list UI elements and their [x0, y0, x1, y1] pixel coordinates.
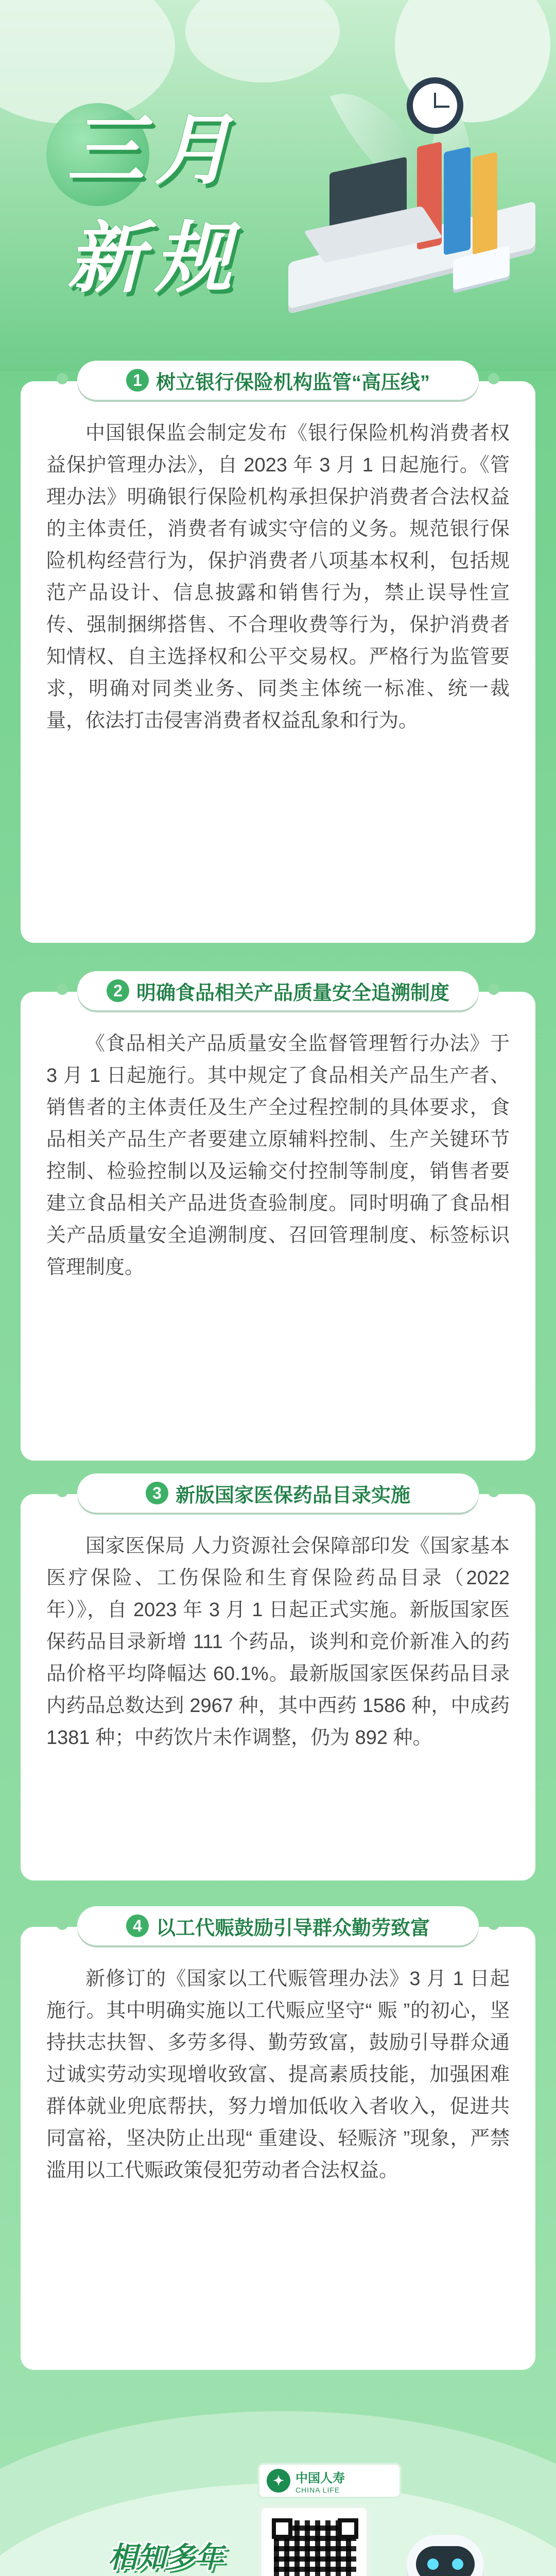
china-life-logo-icon: ✦ [267, 2469, 290, 2493]
logo-name-cn: 中国人寿 [296, 2471, 345, 2485]
slogan-line-1: 相知多年 [108, 2541, 223, 2573]
section-1 [21, 361, 535, 943]
footer-scene [0, 2349, 556, 2576]
section-header [77, 361, 479, 400]
section-title: 新版国家医保药品目录实施 [175, 1484, 410, 1506]
qr-code[interactable] [257, 2504, 371, 2576]
title-line-2: 新规 [67, 215, 242, 301]
china-life-logo [257, 2463, 402, 2499]
qr-finder [338, 2518, 358, 2539]
section-body: 国家医保局 人力资源社会保障部印发《国家基本医疗保险、工伤保险和生育保险药品目录（2022 年）》，自 2023 年 3 月 1 日起正式实施。新版国家医保药品目录新增 111 个药品，谈判和竞价新准入的药品价格平均降幅达 60.1%。最新版国家医保药品目录内药品总数达到 2967 种，其中西药 1586 种，中成药 1381 种；中药饮片未作调整，仍为 892 种。 [46, 1535, 510, 1749]
book-icon [444, 146, 471, 255]
section-card [21, 1494, 535, 1880]
section-body: 新修订的《国家以工代赈管理办法》3 月 1 日起施行。其中明确实施以工代赈应坚守“ 赈 ”的初心，坚持扶志扶智、多劳多得、勤劳致富，鼓励引导群众通过诚实劳动实现增收致富、提高素质技能，加强困难群体就业兜底帮扶，努力增加低收入者收入，促进共同富裕，坚决防止出现“ 重建设、轻赈济 ”现象，严禁滥用以工代赈政策侵犯劳动者合法权益。 [46, 1968, 510, 2181]
section-number: 3 [146, 1482, 168, 1504]
section-title: 以工代赈鼓励引导群众勤劳致富 [155, 1917, 430, 1939]
section-header [77, 971, 479, 1010]
section-number: 2 [107, 979, 129, 1002]
section-4 [21, 1906, 535, 2370]
header-banner [0, 0, 556, 371]
title-line-1: 三月 [67, 107, 242, 193]
logo-name-en: CHINA LIFE [296, 2485, 340, 2494]
section-card [21, 1927, 535, 2370]
section-number: 1 [126, 369, 149, 392]
section-header [77, 1906, 479, 1945]
office-illustration [278, 46, 546, 314]
section-body: 《食品相关产品质量安全监督管理暂行办法》于 3 月 1 日起施行。其中规定了食品相关产品生产者、销售者的主体责任及生产全过程控制的具体要求，食品相关产品生产者要建立原辅料控制、生产关键环节控制、检验控制以及运输交付控制等制度，销售者要建立食品相关产品进货查验制度。同时明确了食品相关产品质量安全追溯制度、召回管理制度、标签标识管理制度。 [46, 1033, 510, 1278]
section-header [77, 1473, 479, 1513]
clock-icon [407, 77, 463, 134]
section-title: 树立银行保险机构监管“高压线” [155, 371, 430, 394]
section-body: 中国银保监会制定发布《银行保险机构消费者权益保护管理办法》，自 2023 年 3 月 1 日起施行。《管理办法》明确银行保险机构承担保护消费者合法权益的主体责任，消费者有诚实守信的义务。规范银行保险机构经营行为，保护消费者八项基本权利，包括规范产品设计、信息披露和销售行为，禁止误导性宣传、强制捆绑搭售、不合理收费等行为，保护消费者知情权、自主选择权和公平交易权。严格行为监管要求，明确对同类业务、同类主体统一标准、统一裁量，依法打击侵害消费者权益乱象和行为。 [46, 422, 510, 732]
section-title: 明确食品相关产品质量安全追溯制度 [136, 982, 449, 1004]
section-2 [21, 971, 535, 1461]
section-card [21, 992, 535, 1461]
book-icon [473, 152, 497, 255]
qr-finder [272, 2518, 292, 2539]
section-card [21, 381, 535, 943]
section-number: 4 [126, 1914, 149, 1937]
section-3 [21, 1473, 535, 1880]
